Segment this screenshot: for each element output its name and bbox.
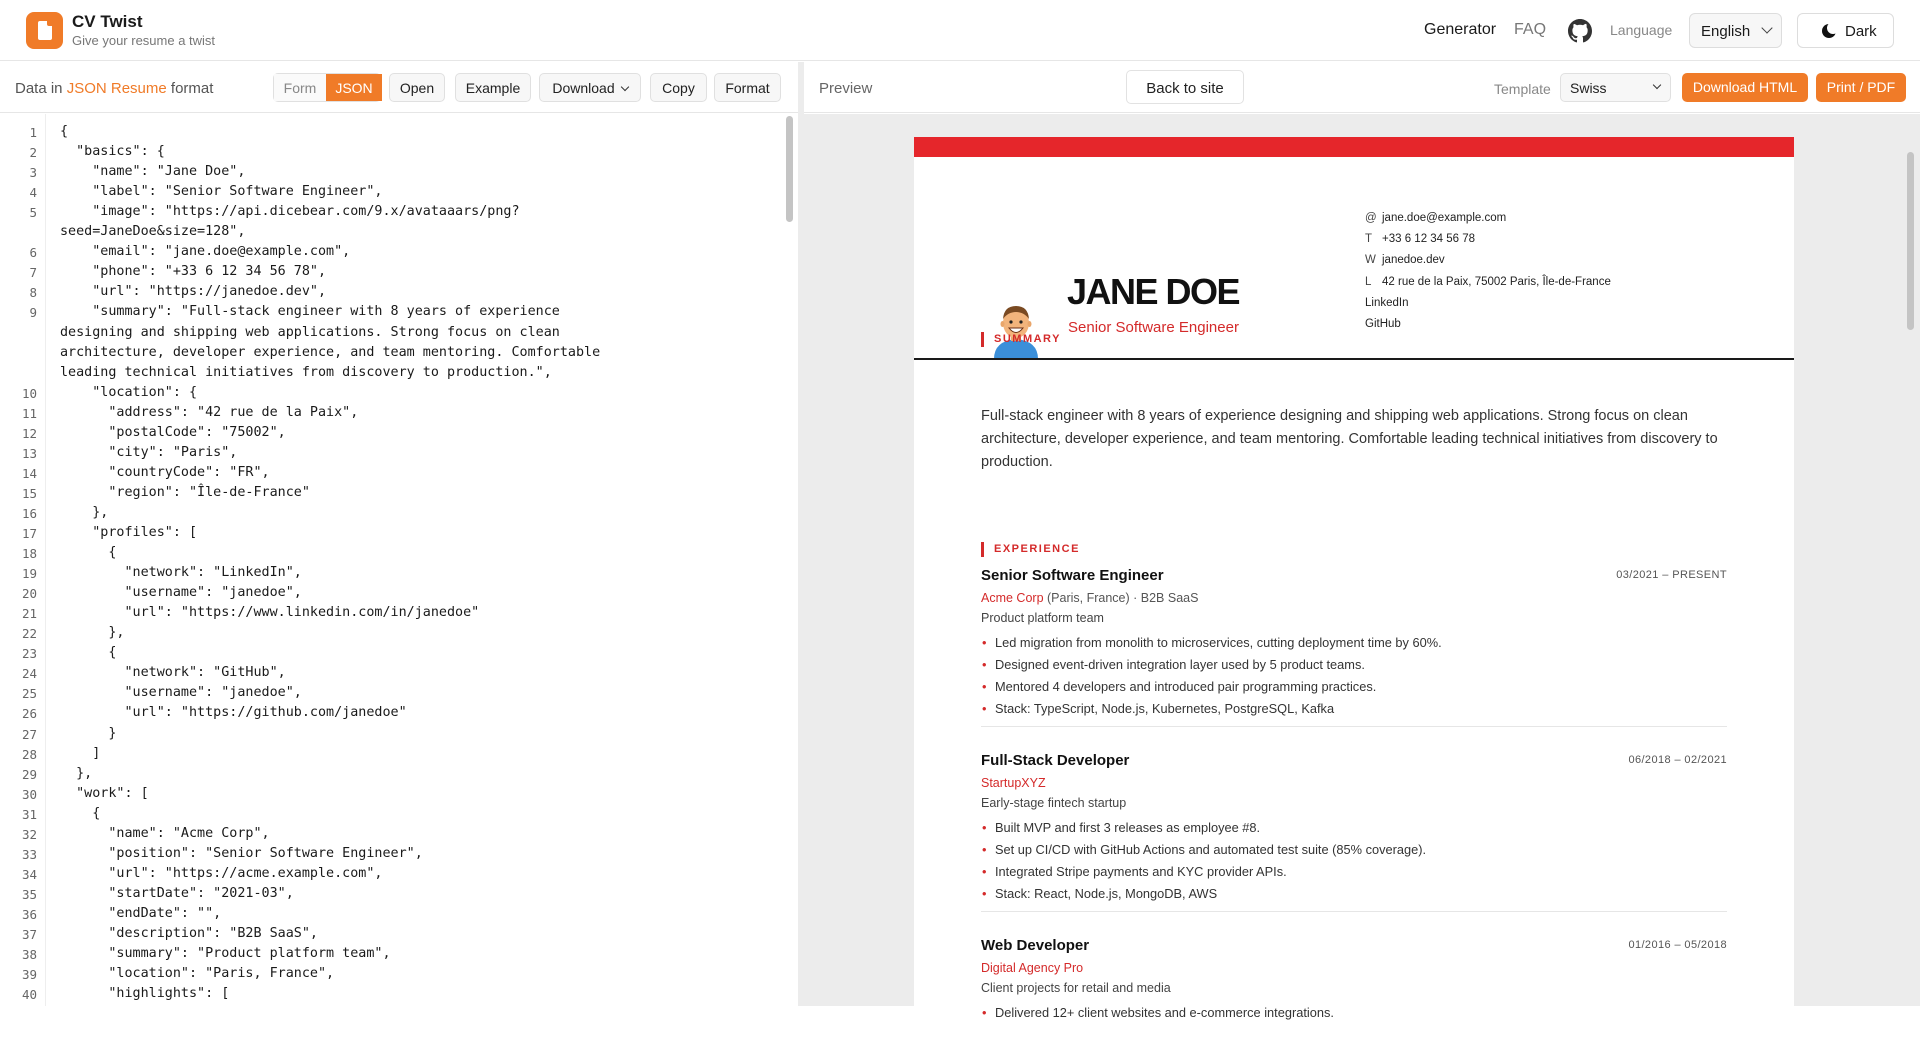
- line-number: 14: [21, 465, 37, 481]
- line-number: 39: [21, 967, 37, 983]
- line-number: 9: [29, 305, 37, 321]
- company-details: (Paris, France) · B2B SaaS: [1043, 591, 1199, 605]
- language-label: Language: [1610, 22, 1673, 38]
- job-highlight: • Led migration from monolith to microservices, cutting deployment time by 60%.: [995, 635, 1442, 650]
- job-title: Senior Software Engineer: [981, 567, 1164, 584]
- job-date: 06/2018 – 02/2021: [1628, 754, 1727, 766]
- contact-value: +33 6 12 34 56 78: [1382, 233, 1476, 246]
- line-number: 23: [21, 646, 37, 662]
- format-button[interactable]: Format: [714, 73, 781, 102]
- code-line[interactable]: },: [60, 504, 109, 520]
- line-number: 5: [29, 205, 37, 221]
- job-highlight: • Stack: TypeScript, Node.js, Kubernetes, PostgreSQL, Kafka: [995, 701, 1334, 716]
- language-value: English: [1701, 23, 1751, 40]
- line-number: 17: [21, 526, 37, 541]
- dark-mode-button[interactable]: [1797, 13, 1894, 48]
- code-line[interactable]: "position": "Senior Software Engineer",: [60, 845, 423, 861]
- code-line[interactable]: "email": "jane.doe@example.com",: [60, 244, 351, 260]
- code-line[interactable]: "location": "Paris, France",: [60, 966, 335, 982]
- mode-form-tab[interactable]: Form: [274, 74, 326, 101]
- contact-key: L: [1365, 275, 1372, 288]
- line-number: 40: [21, 987, 37, 1003]
- code-line[interactable]: "username": "janedoe",: [60, 685, 302, 701]
- job-highlight: • Stack: React, Node.js, MongoDB, AWS: [995, 886, 1217, 901]
- avatar: [988, 297, 1044, 359]
- preview-toolbar: [804, 62, 1920, 113]
- preview-pane[interactable]: [804, 114, 1920, 1020]
- example-button[interactable]: Example: [455, 73, 531, 102]
- contact-value: LinkedIn: [1365, 296, 1409, 309]
- job-divider: [981, 726, 1727, 727]
- code-line[interactable]: }: [60, 725, 117, 741]
- back-to-site-button[interactable]: Back to site: [1126, 70, 1244, 104]
- code-line[interactable]: "location": {: [60, 384, 198, 400]
- code-line[interactable]: leading technical initiatives from discovery to production.",: [60, 364, 552, 380]
- contact-value: janedoe.dev: [1382, 254, 1445, 267]
- line-number: 8: [29, 285, 37, 301]
- line-number: 35: [21, 886, 37, 902]
- code-line[interactable]: "label": "Senior Software Engineer",: [60, 184, 383, 200]
- experience-heading: EXPERIENCE: [981, 542, 1080, 557]
- code-line[interactable]: "url": "https://acme.example.com",: [60, 865, 383, 881]
- print-pdf-button[interactable]: Print / PDF: [1816, 73, 1906, 102]
- resume-page: [914, 137, 1794, 1037]
- line-number: 7: [29, 265, 37, 281]
- code-line[interactable]: "network": "LinkedIn",: [60, 565, 302, 581]
- contact-item: [1365, 233, 1475, 245]
- nav-faq-link[interactable]: FAQ: [1514, 21, 1547, 38]
- line-number: 19: [21, 566, 37, 582]
- code-line[interactable]: "name": "Acme Corp",: [60, 825, 270, 841]
- job-summary: Early-stage fintech startup: [981, 796, 1127, 810]
- document-icon[interactable]: [26, 12, 63, 49]
- line-number: 20: [21, 586, 37, 602]
- template-select[interactable]: [1560, 73, 1671, 102]
- summary-heading: SUMMARY: [981, 332, 1061, 347]
- job-highlight: • Set up CI/CD with GitHub Actions and automated test suite (85% coverage).: [995, 842, 1426, 857]
- line-number: 10: [21, 385, 37, 401]
- code-line[interactable]: architecture, developer experience, and team mentoring. Comfortable: [60, 344, 601, 360]
- job-summary: Client projects for retail and media: [981, 981, 1171, 995]
- contact-item[interactable]: [1365, 276, 1611, 288]
- editor-toolbar: [0, 62, 798, 113]
- code-line[interactable]: "name": "Jane Doe",: [60, 164, 246, 180]
- job-highlight: • Mentored 4 developers and introduced pair programming practices.: [995, 679, 1376, 694]
- copy-button[interactable]: Copy: [650, 73, 707, 102]
- chevron-down-icon: [1761, 22, 1772, 33]
- code-line[interactable]: "url": "https://github.com/janedoe": [60, 705, 407, 721]
- code-line[interactable]: {: [60, 645, 117, 661]
- code-line[interactable]: ]: [60, 745, 101, 761]
- template-label: Template: [1494, 81, 1551, 97]
- code-line[interactable]: },: [60, 765, 93, 781]
- mode-toggle: [273, 73, 381, 102]
- contact-value: 42 rue de la Paix, 75002 Paris, Île-de-France: [1382, 275, 1611, 288]
- code-line[interactable]: "username": "janedoe",: [60, 585, 302, 601]
- template-value: Swiss: [1570, 80, 1607, 96]
- open-button[interactable]: Open: [389, 73, 445, 102]
- summary-text: Full-stack engineer with 8 years of experience designing and shipping web applications. Strong focus on clean architecture, developer experience, and team mentoring. Comfortable leading technical initiatives from discovery to production.: [981, 408, 1718, 470]
- json-editor[interactable]: [0, 114, 798, 1006]
- job-title: Web Developer: [981, 937, 1090, 954]
- line-number: 16: [21, 505, 37, 521]
- code-line[interactable]: "startDate": "2021-03",: [60, 885, 294, 901]
- line-number: 18: [21, 546, 37, 562]
- line-number: 24: [21, 666, 37, 682]
- contact-key: @: [1365, 212, 1377, 224]
- job-divider: [981, 911, 1727, 912]
- contact-item[interactable]: [1365, 254, 1445, 266]
- job-date: 01/2016 – 05/2018: [1628, 939, 1727, 951]
- code-line[interactable]: },: [60, 625, 125, 641]
- job-highlight: • Integrated Stripe payments and KYC provider APIs.: [995, 864, 1287, 879]
- line-number: 3: [29, 165, 37, 181]
- format-description: Data in JSON Resume format: [15, 80, 214, 97]
- line-number: 33: [21, 846, 37, 862]
- header-divider: [914, 358, 1794, 360]
- app-tagline: Give your resume a twist: [72, 33, 216, 48]
- company-name[interactable]: Acme Corp: [981, 591, 1044, 605]
- line-number: 31: [21, 806, 37, 822]
- code-line[interactable]: "profiles": [: [60, 525, 198, 540]
- code-line[interactable]: "url": "https://www.linkedin.com/in/janedoe": [60, 605, 480, 621]
- preview-scrollbar[interactable]: [1907, 152, 1914, 330]
- job-date: 03/2021 – PRESENT: [1616, 569, 1727, 581]
- line-number: 2: [29, 145, 37, 161]
- download-html-button[interactable]: Download HTML: [1682, 73, 1808, 102]
- dark-mode-label: Dark: [1845, 23, 1877, 40]
- line-number: 12: [21, 425, 37, 441]
- line-number: 15: [21, 485, 37, 501]
- line-number: 29: [21, 766, 37, 782]
- code-line[interactable]: "address": "42 rue de la Paix",: [60, 404, 359, 420]
- download-button[interactable]: Download: [539, 73, 641, 102]
- job-company: [981, 776, 1046, 790]
- resume-name: JANE DOE: [1067, 271, 1240, 312]
- line-number: 21: [21, 606, 37, 622]
- line-number: 13: [21, 445, 37, 461]
- contact-item[interactable]: [1365, 318, 1401, 330]
- contact-key: T: [1365, 233, 1373, 246]
- line-number: 6: [29, 245, 37, 261]
- contact-item[interactable]: [1365, 297, 1408, 309]
- code-line[interactable]: "city": "Paris",: [60, 444, 238, 460]
- line-number: 22: [21, 626, 37, 642]
- code-line[interactable]: "network": "GitHub",: [60, 665, 286, 681]
- line-number: 27: [21, 726, 37, 742]
- code-line[interactable]: seed=JaneDoe&size=128",: [60, 224, 246, 240]
- code-line[interactable]: "image": "https://api.dicebear.com/9.x/avataaars/png?: [60, 204, 520, 220]
- code-line[interactable]: "highlights": [: [60, 986, 230, 1002]
- code-line[interactable]: {: [60, 124, 69, 139]
- line-number: 37: [21, 927, 37, 942]
- job-summary: Product platform team: [981, 611, 1104, 625]
- editor-scrollbar[interactable]: [786, 116, 793, 222]
- chevron-down-icon: [620, 83, 628, 91]
- job-company: [981, 591, 1198, 605]
- company-name[interactable]: StartupXYZ: [981, 776, 1046, 790]
- app-name[interactable]: CV Twist: [72, 12, 143, 31]
- nav-generator-link[interactable]: Generator: [1424, 21, 1497, 38]
- contact-value: jane.doe@example.com: [1382, 212, 1507, 224]
- contact-key: W: [1365, 254, 1376, 267]
- line-number: 28: [21, 746, 37, 762]
- code-line[interactable]: "basics": {: [60, 144, 165, 160]
- github-icon[interactable]: [1568, 19, 1592, 43]
- line-number: 26: [21, 706, 37, 722]
- code-line[interactable]: {: [60, 545, 117, 561]
- code-line[interactable]: "summary": "Full-stack engineer with 8 years of experience: [60, 304, 560, 320]
- code-line[interactable]: "summary": "Product platform team",: [60, 946, 391, 962]
- code-line[interactable]: {: [60, 805, 101, 821]
- contact-item: [1365, 212, 1506, 224]
- line-number: 30: [21, 786, 37, 802]
- job-highlight: • Built MVP and first 3 releases as employee #8.: [995, 820, 1260, 835]
- line-number: 4: [29, 185, 37, 201]
- job-highlight: • Designed event-driven integration layer used by 5 product teams.: [995, 657, 1365, 672]
- job-highlight: • Delivered 12+ client websites and e-commerce integrations.: [995, 1005, 1334, 1020]
- accent-bar: [914, 137, 1794, 157]
- chevron-down-icon: [1653, 81, 1661, 89]
- line-number: 32: [21, 826, 37, 842]
- code-line[interactable]: "phone": "+33 6 12 34 56 78",: [60, 264, 327, 280]
- preview-label: Preview: [819, 80, 873, 97]
- line-number: 1: [29, 125, 37, 140]
- code-line[interactable]: "description": "B2B SaaS",: [60, 926, 318, 941]
- line-number: 34: [21, 866, 37, 882]
- mode-json-tab[interactable]: JSON: [326, 74, 382, 101]
- line-number: 25: [21, 686, 37, 702]
- code-line[interactable]: "countryCode": "FR",: [60, 464, 270, 480]
- line-number: 11: [21, 405, 37, 421]
- line-number-gutter: [0, 114, 46, 1006]
- code-line[interactable]: "postalCode": "75002",: [60, 424, 286, 440]
- top-bar: [0, 0, 1920, 61]
- code-line[interactable]: "region": "Île-de-France": [60, 484, 310, 500]
- line-number: 38: [21, 947, 37, 963]
- code-line[interactable]: "url": "https://janedoe.dev",: [60, 284, 327, 300]
- resume-label: Senior Software Engineer: [1068, 319, 1239, 336]
- code-line[interactable]: "endDate": "",: [60, 905, 222, 921]
- line-number: 36: [21, 906, 37, 922]
- code-line[interactable]: designing and shipping web applications. Strong focus on clean: [60, 324, 560, 340]
- code-line[interactable]: "work": [: [60, 785, 149, 801]
- contact-value: GitHub: [1365, 318, 1401, 330]
- json-resume-link[interactable]: JSON Resume: [66, 80, 167, 97]
- moon-icon: [1822, 24, 1836, 38]
- company-name[interactable]: Digital Agency Pro: [981, 961, 1084, 975]
- job-company: [981, 961, 1083, 975]
- job-title: Full-Stack Developer: [981, 752, 1130, 769]
- language-select[interactable]: [1689, 13, 1782, 48]
